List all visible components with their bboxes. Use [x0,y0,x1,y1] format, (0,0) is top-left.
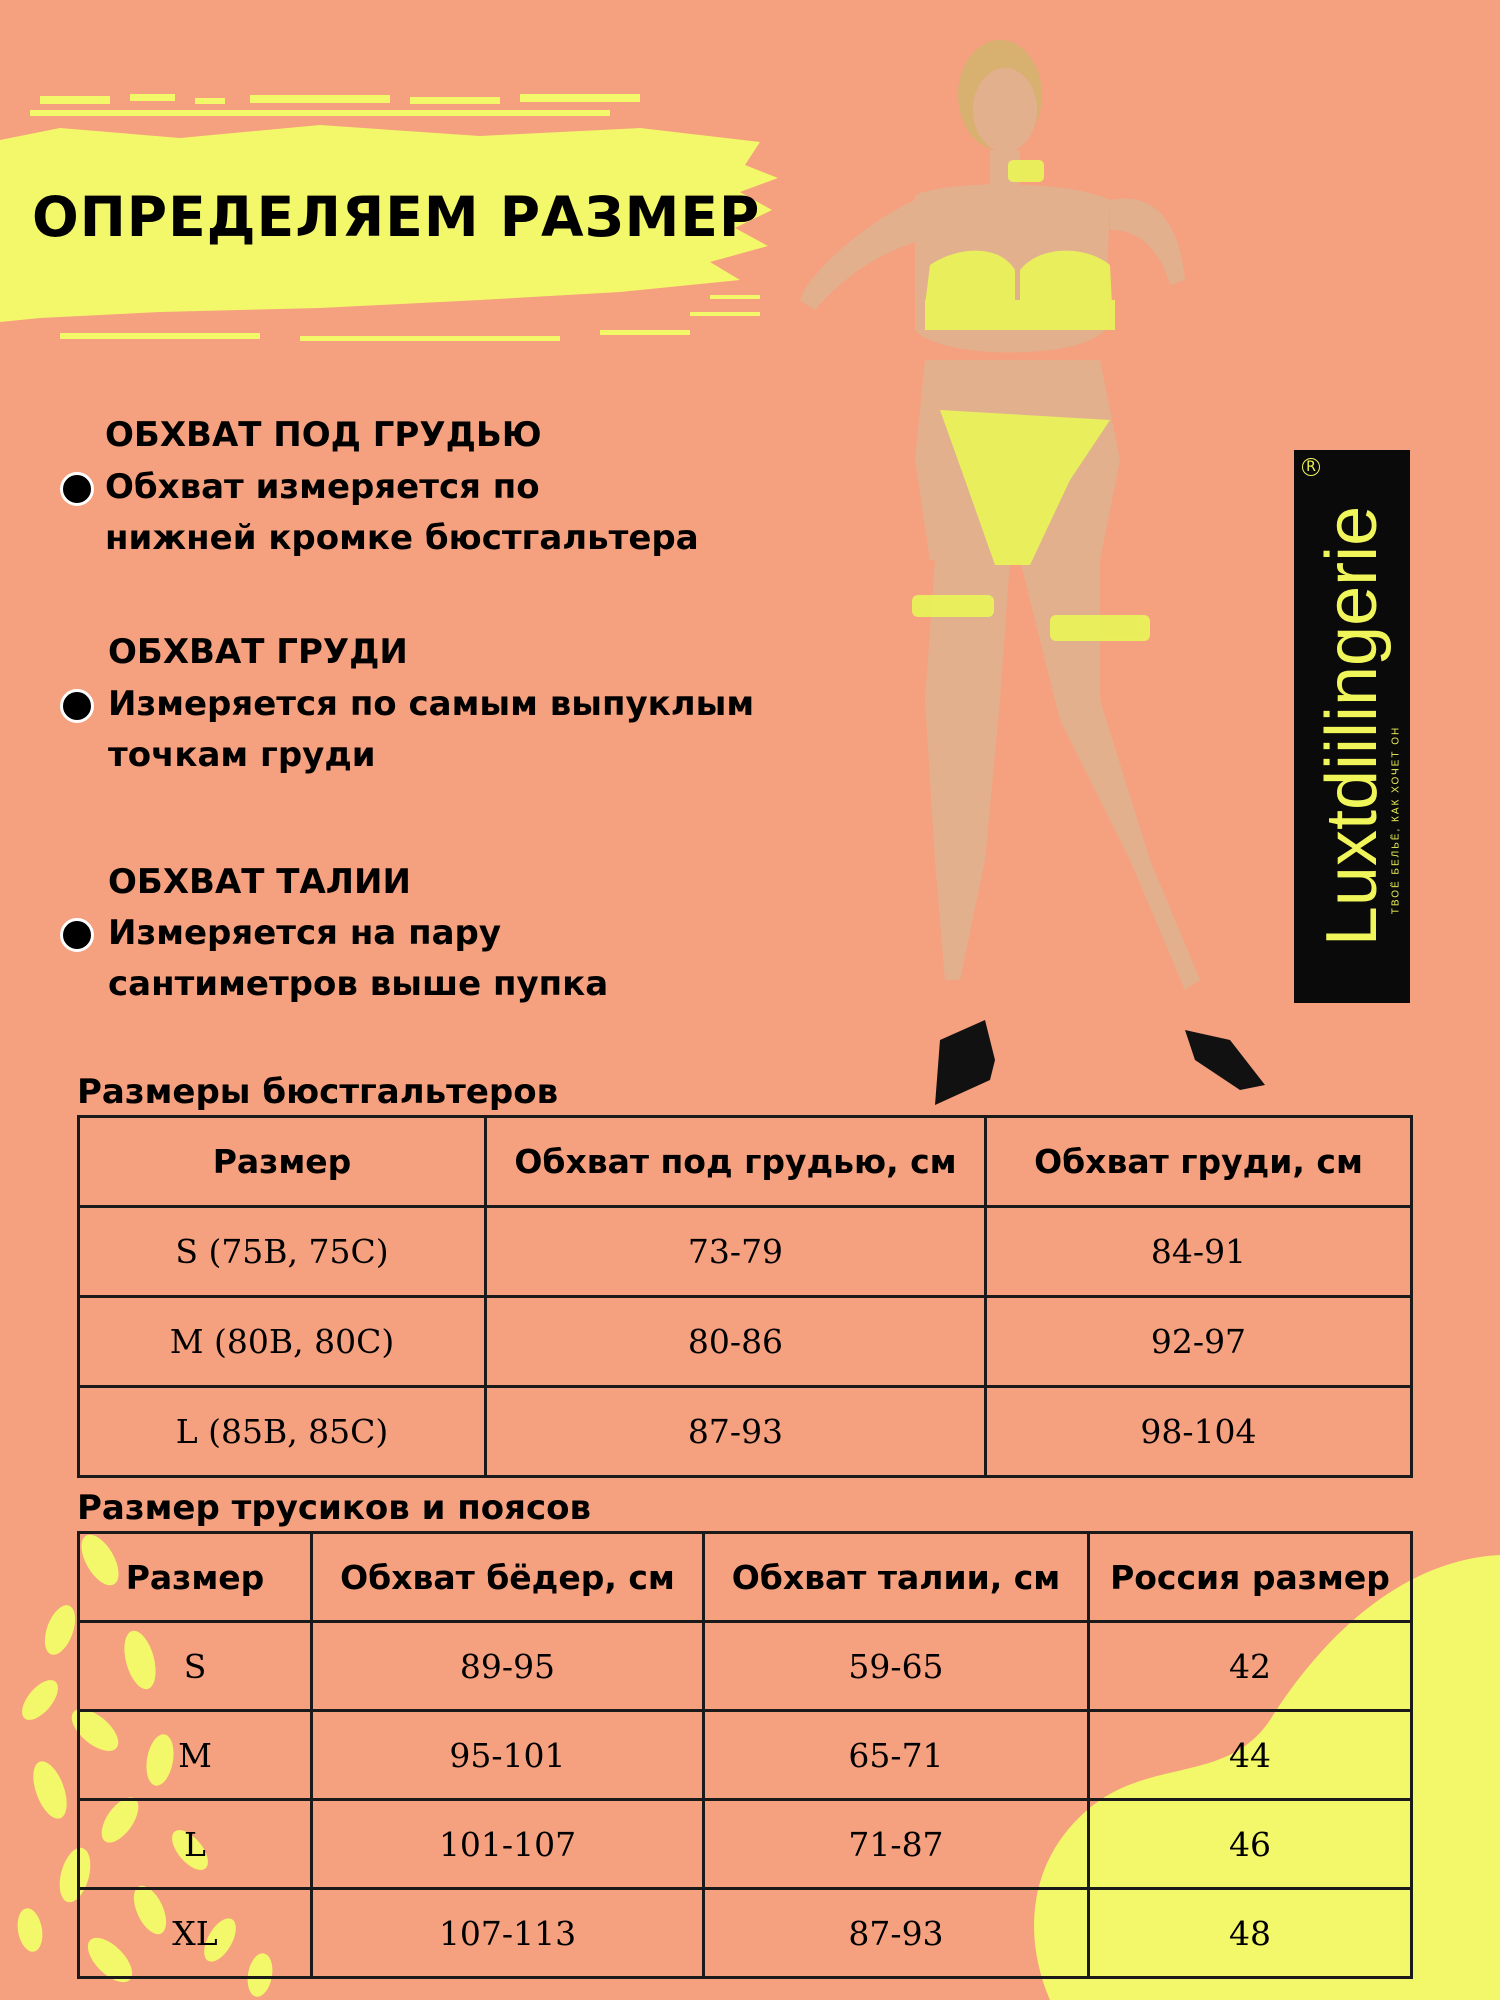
table-cell: 42 [1089,1622,1412,1711]
column-header: Обхват под грудью, см [486,1117,986,1207]
table-row [79,1297,1412,1387]
bullet-icon [60,689,94,723]
section-title: ОБХВАТ ТАЛИИ [108,862,411,902]
table-row [79,1387,1412,1477]
brand-tagline: ТВОЁ БЕЛЬЁ, КАК ХОЧЕТ ОН [1390,725,1402,915]
table-cell: S [79,1622,312,1711]
table-cell: 73-79 [486,1207,986,1297]
section-text-line: точкам груди [108,735,376,775]
registered-mark-icon: R [1302,458,1320,476]
table-cell: L [79,1800,312,1889]
table-row [79,1889,1412,1978]
bullet-icon [60,918,94,952]
table-cell: 65-71 [704,1711,1089,1800]
section-text-line: Измеряется по самым выпуклым [108,684,755,724]
table-row [79,1207,1412,1297]
table-cell: 46 [1089,1800,1412,1889]
table-cell: 48 [1089,1889,1412,1978]
column-header: Размер [79,1117,486,1207]
column-header: Обхват груди, см [986,1117,1412,1207]
brand-logo [1294,450,1410,1003]
table-cell: 80-86 [486,1297,986,1387]
table-row [79,1800,1412,1889]
table-cell: M [79,1711,312,1800]
table-row [79,1711,1412,1800]
panty-table-title: Размер трусиков и поясов [77,1488,591,1528]
column-header: Обхват бёдер, см [312,1533,704,1622]
panty-size-table [77,1531,1413,1979]
section-text-line: нижней кромке бюстгальтера [105,518,699,558]
table-cell: 44 [1089,1711,1412,1800]
column-header: Обхват талии, см [704,1533,1089,1622]
bullet-icon [60,472,94,506]
table-header-row [79,1117,1412,1207]
table-cell: 59-65 [704,1622,1089,1711]
table-cell: 95-101 [312,1711,704,1800]
bra-size-table [77,1115,1413,1478]
section-text-line: Измеряется на пару [108,913,502,953]
brand-name: Luxtdiilingerie [1312,505,1392,947]
table-cell: 92-97 [986,1297,1412,1387]
section-text-line: Обхват измеряется по [105,467,540,507]
section-text-line: сантиметров выше пупка [108,964,609,1004]
table-cell: 89-95 [312,1622,704,1711]
shoes-shape [935,1020,1265,1105]
table-cell: L (85B, 85C) [79,1387,486,1477]
table-cell: 107-113 [312,1889,704,1978]
table-cell: 71-87 [704,1800,1089,1889]
bra-table-title: Размеры бюстгальтеров [77,1072,559,1112]
section-title: ОБХВАТ ГРУДИ [108,632,408,672]
table-cell: 87-93 [486,1387,986,1477]
table-cell: 84-91 [986,1207,1412,1297]
column-header: Россия размер [1089,1533,1412,1622]
table-cell: XL [79,1889,312,1978]
page-heading: ОПРЕДЕЛЯЕМ РАЗМЕР [32,185,761,249]
table-cell: 98-104 [986,1387,1412,1477]
table-row [79,1622,1412,1711]
table-cell: 101-107 [312,1800,704,1889]
table-header-row [79,1533,1412,1622]
table-cell: 87-93 [704,1889,1089,1978]
table-cell: S (75B, 75C) [79,1207,486,1297]
table-cell: M (80B, 80C) [79,1297,486,1387]
section-title: ОБХВАТ ПОД ГРУДЬЮ [105,415,542,455]
column-header: Размер [79,1533,312,1622]
